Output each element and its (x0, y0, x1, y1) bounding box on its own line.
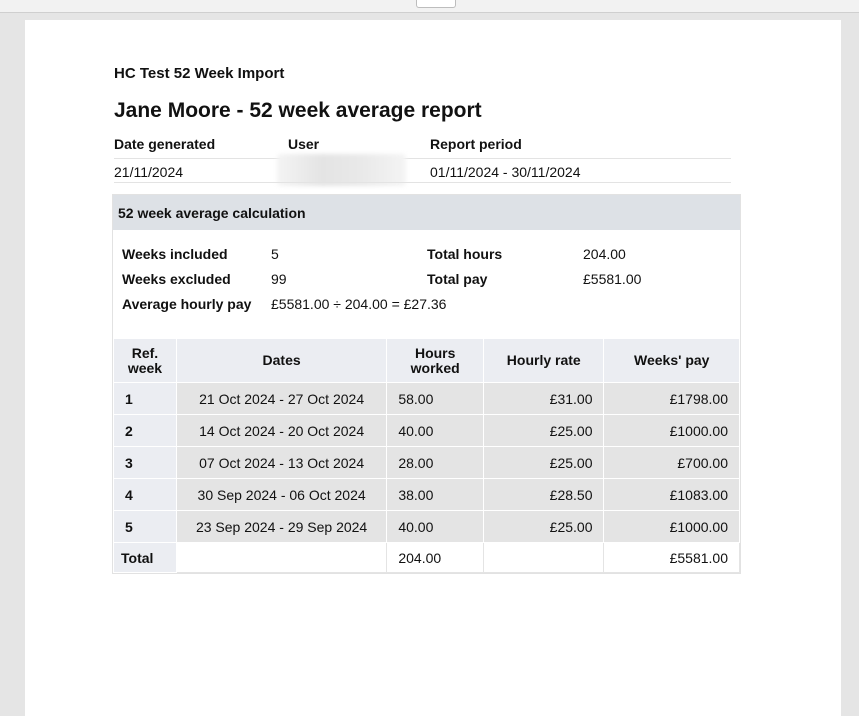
weeks-excluded-label: Weeks excluded (122, 271, 231, 287)
dates-cell: 14 Oct 2024 - 20 Oct 2024 (176, 415, 386, 447)
table-row (114, 511, 740, 543)
total-hours-label: Total hours (427, 246, 503, 262)
ref-cell: 3 (114, 447, 177, 479)
ref-cell: 4 (114, 479, 177, 511)
col-ref-line2: week (127, 359, 163, 376)
col-ref-week (114, 339, 177, 383)
calculation-heading: 52 week average calculation (113, 195, 740, 230)
col-hours-worked (387, 339, 484, 383)
rate-cell: £25.00 (484, 447, 604, 479)
col-hourly-rate: Hourly rate (484, 339, 604, 383)
weeks-table (113, 338, 740, 573)
dates-cell: 23 Sep 2024 - 29 Sep 2024 (176, 511, 386, 543)
calculation-section (112, 194, 741, 574)
meta-divider (114, 158, 731, 159)
average-hourly-pay-value: £5581.00 ÷ 204.00 = £27.36 (271, 296, 447, 312)
organisation-name: HC Test 52 Week Import (114, 65, 285, 82)
col-dates: Dates (176, 339, 386, 383)
report-page (25, 20, 841, 716)
date-generated-value: 21/11/2024 (114, 164, 184, 180)
dates-cell: 07 Oct 2024 - 13 Oct 2024 (176, 447, 386, 479)
viewer-toolbar (0, 0, 859, 13)
date-generated-label: Date generated (114, 136, 216, 152)
total-pay-label: Total pay (427, 271, 488, 287)
table-row (114, 383, 740, 415)
table-row (114, 447, 740, 479)
total-row (114, 543, 740, 573)
report-period-label: Report period (430, 136, 522, 152)
rate-cell: £28.50 (484, 479, 604, 511)
pay-cell: £1000.00 (604, 415, 740, 447)
total-hours-cell: 204.00 (387, 543, 484, 573)
rate-cell: £25.00 (484, 511, 604, 543)
hours-cell: 38.00 (387, 479, 484, 511)
weeks-included-label: Weeks included (122, 246, 228, 262)
toolbar-handle[interactable] (416, 0, 456, 8)
pay-cell: £1798.00 (604, 383, 740, 415)
total-dates-cell (176, 543, 386, 573)
rate-cell: £31.00 (484, 383, 604, 415)
weeks-excluded-value: 99 (271, 271, 287, 287)
user-label: User (288, 136, 320, 152)
dates-cell: 21 Oct 2024 - 27 Oct 2024 (176, 383, 386, 415)
total-hours-value: 204.00 (583, 246, 626, 262)
report-title: Jane Moore - 52 week average report (114, 99, 482, 122)
rate-cell: £25.00 (484, 415, 604, 447)
col-ref-line1: Ref. (131, 344, 159, 361)
ref-cell: 2 (114, 415, 177, 447)
col-weeks-pay: Weeks' pay (604, 339, 740, 383)
total-rate-cell (484, 543, 604, 573)
total-label: Total (114, 543, 177, 573)
pay-cell: £1000.00 (604, 511, 740, 543)
ref-cell: 5 (114, 511, 177, 543)
pay-cell: £700.00 (604, 447, 740, 479)
total-pay-value: £5581.00 (583, 271, 642, 287)
dates-cell: 30 Sep 2024 - 06 Oct 2024 (176, 479, 386, 511)
ref-cell: 1 (114, 383, 177, 415)
meta-divider (114, 182, 731, 183)
total-pay-cell: £5581.00 (604, 543, 740, 573)
hours-cell: 40.00 (387, 415, 484, 447)
report-period-value: 01/11/2024 - 30/11/2024 (430, 164, 581, 180)
average-hourly-pay-label: Average hourly pay (122, 296, 252, 312)
table-row (114, 479, 740, 511)
table-header-row (114, 339, 740, 383)
col-hours-line1: Hours (414, 344, 456, 361)
pay-cell: £1083.00 (604, 479, 740, 511)
weeks-included-value: 5 (271, 246, 279, 262)
table-row (114, 415, 740, 447)
hours-cell: 28.00 (387, 447, 484, 479)
col-hours-line2: worked (410, 359, 460, 376)
hours-cell: 40.00 (387, 511, 484, 543)
hours-cell: 58.00 (387, 383, 484, 415)
